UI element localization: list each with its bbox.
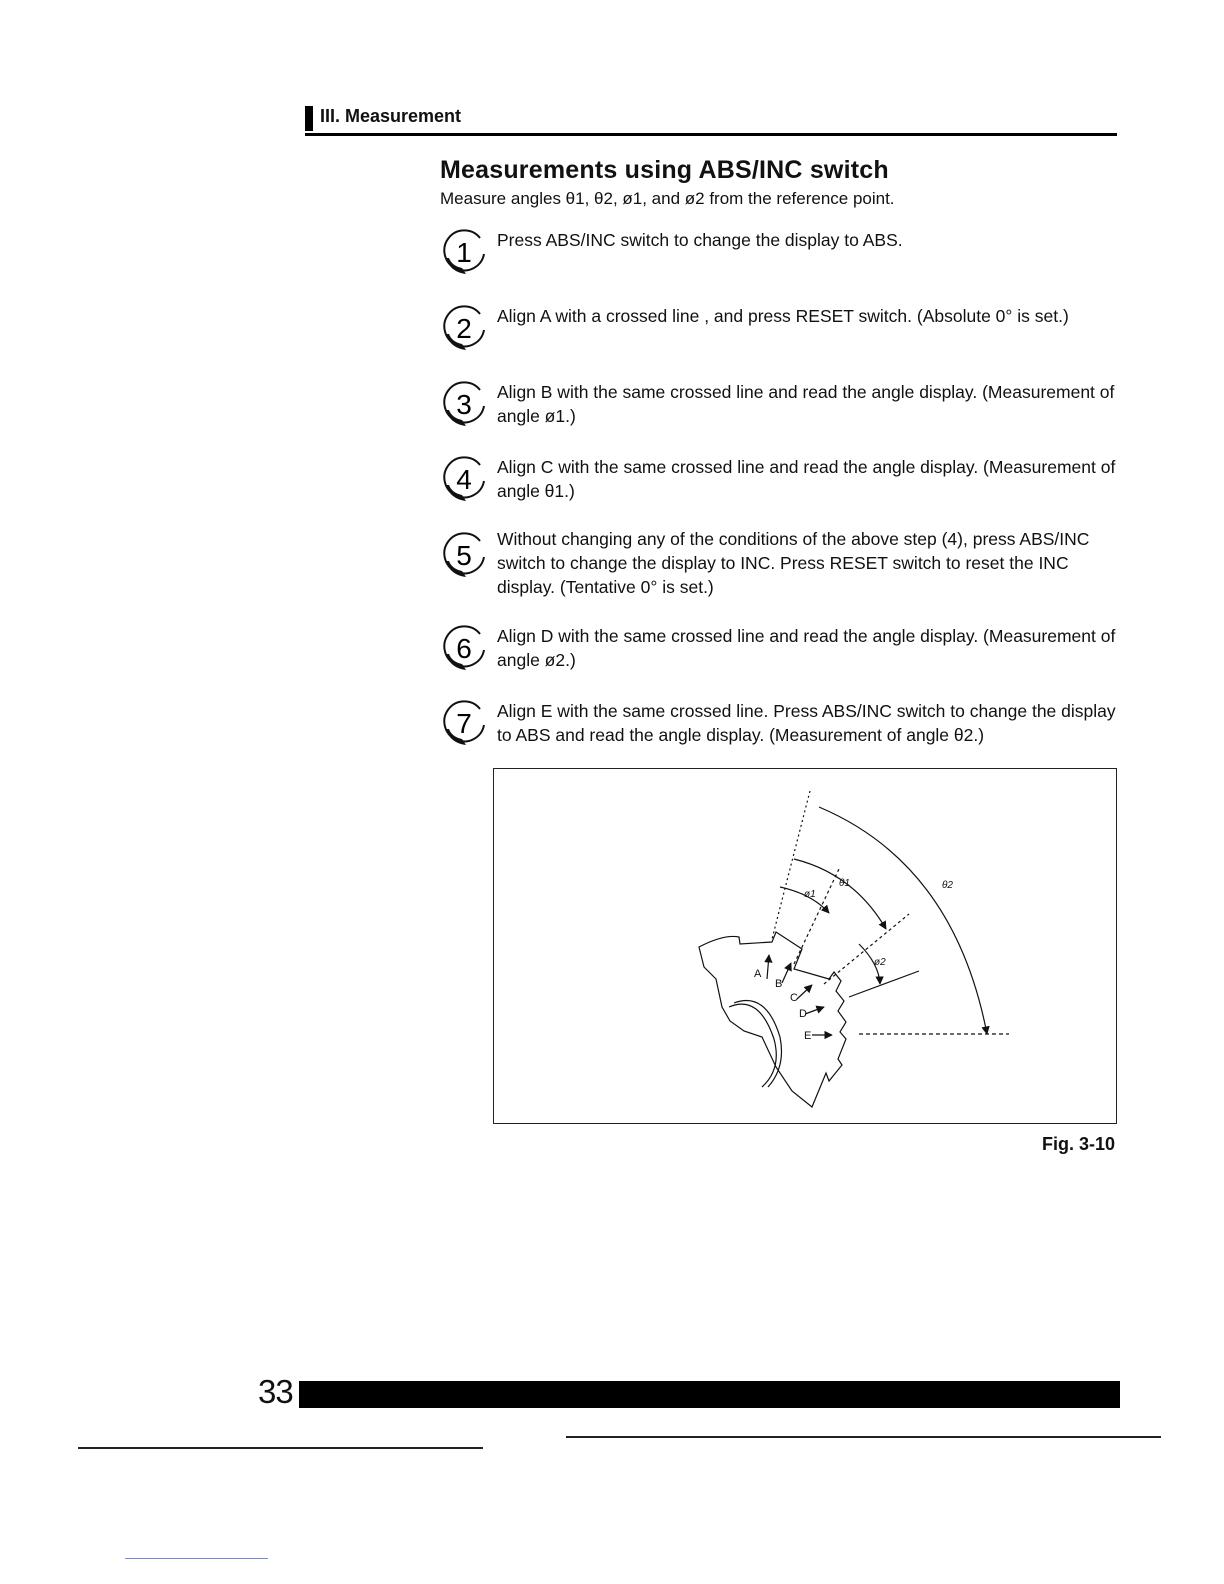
angle-diagram [494,769,1118,1125]
page-title: Measurements using ABS/INC switch [440,156,889,184]
step-number-icon [440,531,488,579]
step-number-icon [440,699,488,747]
step-number: 1 [456,237,472,268]
label-phi1: ø1 [804,889,816,900]
step-text: Align D with the same crossed line and read the angle display. (Measurement of angle ø2.) [497,626,1116,670]
footer-bar [299,1381,1120,1408]
reference-line [772,791,810,939]
blue-rule [125,1558,268,1559]
label-c: C [790,992,798,1004]
arrow-a [767,955,769,979]
step-number: 4 [456,464,472,495]
arrow-d [805,1007,824,1014]
step-number-icon [440,380,488,428]
theta2-arc [819,807,987,1034]
intro-text: Measure angles θ1, θ2, ø1, and ø2 from the reference point. [440,189,895,208]
gear-inner-arc-2 [734,1001,782,1087]
page-number: 33 [258,1373,293,1410]
step-number-icon [440,624,488,672]
label-theta2: θ2 [942,880,953,891]
label-b: B [775,978,783,990]
section-title: III. Measurement [320,106,462,126]
radial-line-c [824,914,909,984]
step-number: 6 [456,633,472,664]
label-e: E [804,1030,812,1042]
bottom-rule-right [566,1436,1161,1438]
label-phi2: ø2 [874,957,886,968]
step-number-icon [440,455,488,503]
bottom-rule-left [78,1447,483,1449]
label-a: A [754,968,762,980]
header-rule [305,133,1117,136]
header-marker [305,106,313,131]
arrow-b [782,963,791,983]
radial-line-b [794,869,839,964]
step-number: 2 [456,313,472,344]
figure-caption: Fig. 3-10 [1042,1134,1116,1154]
step-text: Align C with the same crossed line and read the angle display. (Measurement of angle θ1.) [497,457,1116,501]
label-theta1: θ1 [839,878,850,889]
arrow-c [797,985,812,999]
step-text: Align A with a crossed line , and press RESET switch. (Absolute 0° is set.) [497,306,1069,326]
label-d: D [799,1008,807,1020]
step-number: 5 [456,540,472,571]
step-text: Align E with the same crossed line. Press ABS/INC switch to change the display to ABS and read the angle display. (Measurement of angle θ2.) [497,701,1116,745]
step-text: Press ABS/INC switch to change the display to ABS. [497,230,903,250]
radial-line-d [849,971,919,997]
step-number-icon [440,228,488,276]
step-text: Without changing any of the conditions of the above step (4), press ABS/INC switch to change the display to INC. Press RESET switch to reset the INC display. (Tentative 0° is set.) [497,529,1090,597]
figure-3-10 [493,768,1117,1124]
gear-inner-arc [729,1004,776,1087]
step-text: Align B with the same crossed line and read the angle display. (Measurement of angle ø1.) [497,382,1115,426]
step-number-icon [440,304,488,352]
step-number: 7 [456,708,472,739]
step-number: 3 [456,389,472,420]
